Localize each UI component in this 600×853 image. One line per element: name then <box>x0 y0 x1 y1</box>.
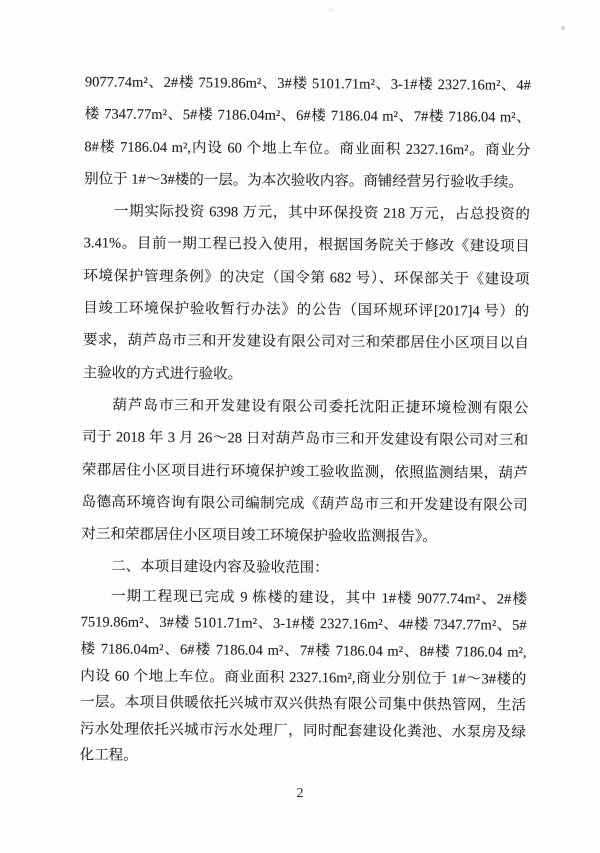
doc-line: 一期工程现已完成 9 栋楼的建设，其中 1#楼 9077.74m²、2#楼 <box>110 588 527 608</box>
doc-line: 3.41%。目前一期工程已投入使用，根据国务院关于修改《建设项目 <box>83 235 530 256</box>
doc-line: 司于 2018 年 3 月 26～28 日对葫芦岛市三和开发建设有限公司对三和 <box>82 429 529 450</box>
doc-line: 葫芦岛市三和开发建设有限公司委托沈阳正捷环境检测有限公 <box>112 397 529 417</box>
doc-section-heading: 二、本项目建设内容及验收范围： <box>111 558 329 577</box>
doc-line: 要求，葫芦岛市三和开发建设有限公司对三和荣郡居住小区项目以自 <box>82 332 529 353</box>
doc-line: 9077.74m²、2#楼 7519.86m²、3#楼 5101.71m²、3-1#楼 2327.16m²、4# <box>84 74 532 94</box>
doc-line: 7519.86m²、3#楼 5101.71m²、3-1#楼 2327.16m²、4#楼 7347.77m²、5# <box>80 614 527 635</box>
doc-line: 环境保护管理条例》的决定（国令第 682 号）、环保部关于《建设项 <box>83 268 530 288</box>
doc-line: 一层。本项目供暖依托兴城市双兴供热有限公司集中供热管网，生活 <box>80 694 527 714</box>
doc-line: 污水处理依托兴城市污水处理厂，同时配套建设化粪池、水泵房及绿 <box>79 720 526 741</box>
scan-speck <box>561 26 565 30</box>
scan-speck <box>327 8 335 12</box>
page-number: 2 <box>296 786 304 801</box>
doc-line: 8#楼 7186.04 m²,内设 60 个地上车位。商业面积 2327.16m²。商业分 <box>84 138 531 159</box>
doc-line: 目竣工环境保护验收暂行办法》的公告（国环规环评[2017]4 号）的 <box>83 300 530 320</box>
doc-line: 岛德高环境咨询有限公司编制完成《葫芦岛市三和开发建设有限公司 <box>81 494 528 514</box>
doc-line: 一期实际投资 6398 万元，其中环保投资 218 万元，占总投资的 <box>113 203 530 223</box>
doc-line: 楼 7186.04m²、6#楼 7186.04 m²、7#楼 7186.04 m²、8#楼 7186.04 m², <box>80 641 527 661</box>
doc-line: 楼 7347.77m²、5#楼 7186.04m²、6#楼 7186.04 m²、7#楼 7186.04 m²、 <box>84 106 531 127</box>
doc-line: 荣郡居住小区项目进行环境保护竣工验收监测，依照监测结果，葫芦 <box>81 461 528 482</box>
doc-line: 主验收的方式进行验收。 <box>82 364 243 383</box>
doc-line: 化工程。 <box>79 747 138 765</box>
document-body <box>80 66 532 772</box>
doc-line: 对三和荣郡居住小区项目竣工环境保护验收监测报告》。 <box>81 526 437 546</box>
doc-line: 内设 60 个地上车位。商业面积 2327.16m²,商业分别位于 1#～3#楼的 <box>80 667 527 688</box>
doc-line: 别位于 1#～3#楼的一层。为本次验收内容。商铺经营另行验收手续。 <box>84 171 523 191</box>
